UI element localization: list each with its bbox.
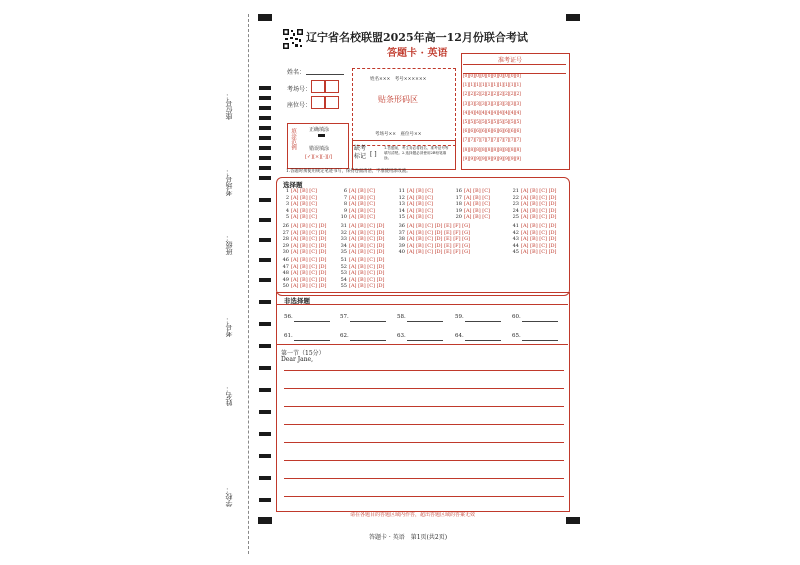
corner-mark-tl [258,14,272,21]
fill-in-number: 63. [397,333,406,339]
choice-question[interactable] [282,271,327,276]
notice-text: 1.答题时须使用规定笔迹书写，保持卷面清洁，不准使用涂改液。 [286,169,411,174]
choice-question[interactable] [512,189,557,194]
answer-options[interactable]: [A] [B] [C] [D] [E] [F] [G] [407,236,471,243]
choice-question[interactable] [340,209,375,214]
answer-options[interactable]: [A] [B] [C] [D] [291,263,327,270]
choice-question[interactable] [398,209,433,214]
timing-mark [259,126,271,130]
choice-question[interactable] [340,237,385,242]
answer-options[interactable]: [A] [B] [C] [D] [349,276,385,283]
answer-options[interactable]: [A] [B] [C] [464,207,490,214]
question-number: 8 [343,201,347,208]
answer-options[interactable]: [A] [B] [C] [D] [E] [F] [G] [407,223,471,229]
exam-no-box-1[interactable] [311,80,325,93]
answer-options[interactable]: [A] [B] [C] [349,201,375,208]
choice-question[interactable] [282,284,327,289]
fill-in-blank[interactable] [350,340,386,341]
question-number: 53 [340,270,347,277]
choice-question[interactable] [455,189,490,194]
choice-question[interactable] [282,209,317,214]
timing-mark [259,198,271,202]
answer-options[interactable]: [A] [B] [C] [D] [521,236,557,243]
choice-question[interactable] [340,284,385,289]
answer-options[interactable]: [A] [B] [C] [291,188,317,194]
choice-question[interactable] [340,231,385,236]
admission-digit-row[interactable]: [4][4][4][4][4][4][4][4][4][4] [463,110,521,116]
fill-in-blank[interactable] [350,321,386,322]
sticker-room: 考场号×× 座位号×× [375,132,422,137]
answer-options[interactable]: [A] [B] [C] [D] [291,229,327,236]
answer-options[interactable]: [A] [B] [C] [464,214,490,221]
question-number: 44 [512,242,519,249]
question-number: 39 [398,242,405,249]
choice-question[interactable] [340,271,385,276]
answer-options[interactable]: [A] [B] [C] [D] [291,276,327,283]
question-number: 6 [343,188,347,194]
question-number: 46 [282,257,289,263]
choice-question[interactable] [398,189,433,194]
timing-mark [259,432,271,436]
timing-mark [259,322,271,326]
admission-label: 准考证号 [498,57,523,64]
page-title: 辽宁省名校联盟2025年高一12月份联合考试 [306,31,528,44]
answer-options[interactable]: [A] [B] [C] [D] [349,283,385,290]
admission-digit-row[interactable]: [0][0][0][0][0][0][0][0][0][0] [463,74,521,79]
fill-in-blank[interactable] [407,321,443,322]
choice-question[interactable] [340,258,385,263]
fillin-divider [276,344,568,345]
timing-mark [259,218,271,222]
question-number: 34 [340,242,347,249]
timing-mark [259,156,271,160]
side-label-class: 班级： [225,234,233,255]
page-footer: 答题卡 · 英语 第1页(共2页) [369,534,448,541]
admission-digit-row[interactable]: [7][7][7][7][7][7][7][7][7][7] [463,138,521,144]
answer-options[interactable]: [A] [B] [C] [349,194,375,201]
corner-mark-tr [566,14,580,21]
question-number: 41 [512,223,519,229]
choice-question[interactable] [512,250,557,255]
question-number: 1 [285,188,289,194]
timing-mark [259,498,271,502]
sticker-area-label: 贴条形码区 [378,95,418,104]
choice-question[interactable] [512,196,557,201]
question-number: 4 [285,207,289,214]
admission-write-row[interactable] [463,64,566,74]
answer-options[interactable]: [A] [B] [C] [D] [521,249,557,256]
question-number: 33 [340,236,347,243]
answer-options[interactable]: [A] [B] [C] [407,207,433,214]
fill-in-number: 62. [340,333,349,339]
question-number: 5 [285,214,289,221]
answer-options[interactable]: [A] [B] [C] [349,214,375,221]
answer-options[interactable]: [A] [B] [C] [D] [521,194,557,201]
answer-options[interactable]: [A] [B] [C] [D] [291,283,327,290]
timing-mark [259,410,271,414]
fill-in-number: 61. [284,333,293,339]
writing-line[interactable] [284,388,564,389]
question-number: 25 [512,214,519,221]
timing-mark [259,258,271,262]
fill-in-number: 64. [455,333,464,339]
answer-options[interactable]: [A] [B] [C] [D] [E] [F] [G] [407,229,471,236]
answer-options[interactable]: [A] [B] [C] [D] [349,229,385,236]
question-number: 35 [340,249,347,256]
answer-options[interactable]: [A] [B] [C] [D] [291,257,327,263]
question-number: 48 [282,270,289,277]
admission-digit-row[interactable]: [3][3][3][3][3][3][3][3][3][3] [463,101,521,107]
choice-question[interactable] [512,202,557,207]
seat-label: 座位号： [287,102,312,109]
timing-mark [259,238,271,242]
question-number: 20 [455,214,462,221]
answer-options[interactable]: [A] [B] [C] [349,207,375,214]
question-number: 23 [512,201,519,208]
choice-question[interactable] [340,224,385,229]
answer-options[interactable]: [A] [B] [C] [D] [349,223,385,229]
choice-question[interactable] [340,202,375,207]
qr-code-icon [283,29,303,49]
choice-question[interactable] [455,202,490,207]
side-label-room: 考场号： [225,168,233,196]
exam-no-label: 考场号： [287,86,312,93]
absent-note: 1.答题前，考生务必将姓名、准考证号等填写清楚。2.选择题必须使用2B铅笔填涂。 [384,146,449,160]
writing-greeting: Dear Jane, [281,356,314,363]
fill-in-blank[interactable] [465,340,501,341]
admission-digit-row[interactable]: [5][5][5][5][5][5][5][5][5][5] [463,120,521,125]
choice-question[interactable] [455,215,490,220]
fill-in-blank[interactable] [294,321,330,322]
answer-options[interactable]: [A] [B] [C] [D] [291,249,327,256]
answer-options[interactable]: [A] [B] [C] [349,188,375,194]
corner-mark-br [566,517,580,524]
answer-options[interactable]: [A] [B] [C] [D] [521,214,557,221]
question-number: 9 [343,207,347,214]
writing-section-title: 第一节（15分） [281,350,325,357]
answer-options[interactable]: [A] [B] [C] [407,194,433,201]
fill-in-number: 59. [455,314,464,320]
binding-line [248,14,249,554]
question-number: 3 [285,201,289,208]
question-number: 54 [340,276,347,283]
choice-question[interactable] [398,224,470,229]
question-number: 22 [512,194,519,201]
question-number: 45 [512,249,519,256]
choice-question[interactable] [282,244,327,249]
question-number: 2 [285,194,289,201]
name-label: 姓名： [287,69,306,76]
choice-question[interactable] [340,244,385,249]
writing-line[interactable] [284,460,564,461]
answer-options[interactable]: [A] [B] [C] [D] [291,236,327,243]
choice-question[interactable] [340,278,385,283]
choice-question[interactable] [512,237,557,242]
choice-question[interactable] [340,250,385,255]
choice-question[interactable] [282,215,317,220]
timing-mark [259,176,271,180]
seat-box-2[interactable] [325,96,339,109]
fill-in-number: 65. [512,333,521,339]
fill-example-label: 填涂范例 [290,128,296,150]
fill-in-blank[interactable] [465,321,501,322]
nonchoice-divider [276,304,568,305]
question-number: 30 [282,249,289,256]
fill-wrong-sample: [✓][×][-][/] [305,154,333,160]
question-number: 31 [340,223,347,229]
nonchoice-section [276,292,570,512]
timing-mark [259,96,271,100]
choice-question[interactable] [512,209,557,214]
question-number: 28 [282,236,289,243]
fill-in-blank[interactable] [522,340,558,341]
choice-question[interactable] [282,189,317,194]
answer-options[interactable]: [A] [B] [C] [464,194,490,201]
question-number: 36 [398,223,405,229]
fill-in-number: 57. [340,314,349,320]
answer-options[interactable]: [A] [B] [C] [D] [E] [F] [G] [407,249,471,256]
choice-question[interactable] [512,215,557,220]
choice-question[interactable] [282,278,327,283]
question-number: 40 [398,249,405,256]
answer-options[interactable]: [A] [B] [C] [D] [349,263,385,270]
question-number: 42 [512,229,519,236]
answer-options[interactable]: [A] [B] [C] [D] [349,257,385,263]
writing-line[interactable] [284,478,564,479]
absent-label: 缺考标记 [354,145,367,160]
answer-options[interactable]: [A] [B] [C] [D] [291,242,327,249]
answer-options[interactable]: [A] [B] [C] [291,207,317,214]
choice-question[interactable] [282,224,327,229]
admission-digit-row[interactable]: [2][2][2][2][2][2][2][2][2][2] [463,92,521,98]
timing-mark [259,300,271,304]
seat-box-1[interactable] [311,96,325,109]
question-number: 26 [282,223,289,229]
question-number: 47 [282,263,289,270]
answer-area-warning: 请在各题目的答题区域内作答，超出答题区域的答案无效 [350,512,476,518]
choice-question[interactable] [512,224,557,229]
timing-mark [259,146,271,150]
timing-mark [259,366,271,370]
question-number: 52 [340,263,347,270]
answer-options[interactable]: [A] [B] [C] [291,194,317,201]
admission-digit-row[interactable]: [9][9][9][9][9][9][9][9][9][9] [463,156,521,162]
choice-question[interactable] [398,202,433,207]
choice-question[interactable] [282,231,327,236]
question-number: 13 [398,201,405,208]
question-number: 38 [398,236,405,243]
choice-question[interactable] [398,244,470,249]
admission-digit-row[interactable]: [8][8][8][8][8][8][8][8][8][8] [463,147,521,153]
timing-mark [259,388,271,392]
admission-digit-row[interactable]: [1][1][1][1][1][1][1][1][1][1] [463,83,521,89]
question-number: 43 [512,236,519,243]
admission-digit-row[interactable]: [6][6][6][6][6][6][6][6][6][6] [463,129,521,135]
question-number: 15 [398,214,405,221]
question-number: 50 [282,283,289,290]
answer-options[interactable]: [A] [B] [C] [407,201,433,208]
choice-question[interactable] [282,202,317,207]
timing-mark [259,116,271,120]
fill-in-number: 60. [512,314,521,320]
timing-mark [259,344,271,348]
answer-options[interactable]: [A] [B] [C] [464,188,490,194]
answer-options[interactable]: [A] [B] [C] [D] [291,223,327,229]
question-number: 29 [282,242,289,249]
question-number: 37 [398,229,405,236]
choice-question[interactable] [282,237,327,242]
choice-question[interactable] [398,231,470,236]
fill-in-number: 56. [284,314,293,320]
choice-question[interactable] [340,189,375,194]
question-number: 14 [398,207,405,214]
answer-options[interactable]: [A] [B] [C] [D] [521,201,557,208]
timing-mark [259,106,271,110]
choice-question[interactable] [282,258,327,263]
answer-options[interactable]: [A] [B] [C] [D] [291,270,327,277]
page-subtitle: 答题卡 · 英语 [387,48,448,59]
answer-options[interactable]: [A] [B] [C] [D] [521,207,557,214]
timing-mark [259,166,271,170]
answer-options[interactable]: [A] [B] [C] [D] [349,242,385,249]
choice-section-title: 选择题 [283,181,303,189]
timing-mark [259,278,271,282]
sticker-name: 姓名××× 考号×××××× [370,77,427,82]
fill-in-number: 58. [397,314,406,320]
choice-question[interactable] [398,215,433,220]
answer-options[interactable]: [A] [B] [C] [407,188,433,194]
question-number: 21 [512,188,519,194]
question-number: 16 [455,188,462,194]
choice-question[interactable] [282,250,327,255]
answer-options[interactable]: [A] [B] [C] [291,201,317,208]
timing-mark [259,86,271,90]
question-number: 49 [282,276,289,283]
choice-question[interactable] [282,196,317,201]
question-number: 24 [512,207,519,214]
answer-options[interactable]: [A] [B] [C] [D] [521,188,557,194]
corner-mark-bl [258,517,272,524]
question-number: 51 [340,257,347,263]
answer-options[interactable]: [A] [B] [C] [D] [349,236,385,243]
question-number: 12 [398,194,405,201]
choice-question[interactable] [398,196,433,201]
writing-line[interactable] [284,496,564,497]
timing-mark [259,476,271,480]
choice-question[interactable] [512,231,557,236]
fill-correct-label: 正确填涂 [309,127,330,133]
question-number: 27 [282,229,289,236]
question-number: 10 [340,214,347,221]
choice-question[interactable] [340,196,375,201]
side-label-name: 姓名： [225,385,233,406]
answer-options[interactable]: [A] [B] [C] [291,214,317,221]
writing-line[interactable] [284,442,564,443]
writing-line[interactable] [284,406,564,407]
timing-mark [259,454,271,458]
answer-options[interactable]: [A] [B] [C] [D] [521,229,557,236]
choice-question[interactable] [398,237,470,242]
question-number: 18 [455,201,462,208]
choice-question[interactable] [512,244,557,249]
choice-question[interactable] [340,215,375,220]
answer-options[interactable]: [A] [B] [C] [D] [521,223,557,229]
choice-question[interactable] [340,265,385,270]
writing-line[interactable] [284,370,564,371]
answer-options[interactable]: [A] [B] [C] [D] [349,270,385,277]
answer-options[interactable]: [A] [B] [C] [464,201,490,208]
question-number: 32 [340,229,347,236]
choice-question[interactable] [455,209,490,214]
nonchoice-section-title: 非选择题 [284,297,310,305]
side-label-seat: 座位号： [225,92,233,120]
fill-in-blank[interactable] [522,321,558,322]
timing-mark [259,136,271,140]
question-number: 55 [340,283,347,290]
answer-options[interactable]: [A] [B] [C] [D] [E] [F] [G] [407,242,471,249]
question-number: 19 [455,207,462,214]
answer-options[interactable]: [A] [B] [C] [D] [349,249,385,256]
question-number: 7 [343,194,347,201]
side-label-school: 学校： [225,486,233,507]
fill-in-blank[interactable] [294,340,330,341]
choice-question[interactable] [398,250,470,255]
choice-question[interactable] [282,265,327,270]
fill-correct-sample [318,134,325,137]
name-field[interactable] [306,74,344,75]
fill-in-blank[interactable] [407,340,443,341]
question-number: 11 [398,188,405,194]
writing-line[interactable] [284,424,564,425]
choice-question[interactable] [455,196,490,201]
question-number: 17 [455,194,462,201]
fill-wrong-label: 错误填涂 [309,146,330,152]
absent-checkbox[interactable]: [ ] [370,151,377,158]
answer-options[interactable]: [A] [B] [C] [407,214,433,221]
exam-no-box-2[interactable] [325,80,339,93]
side-label-examno: 考号： [225,316,233,337]
answer-options[interactable]: [A] [B] [C] [D] [521,242,557,249]
